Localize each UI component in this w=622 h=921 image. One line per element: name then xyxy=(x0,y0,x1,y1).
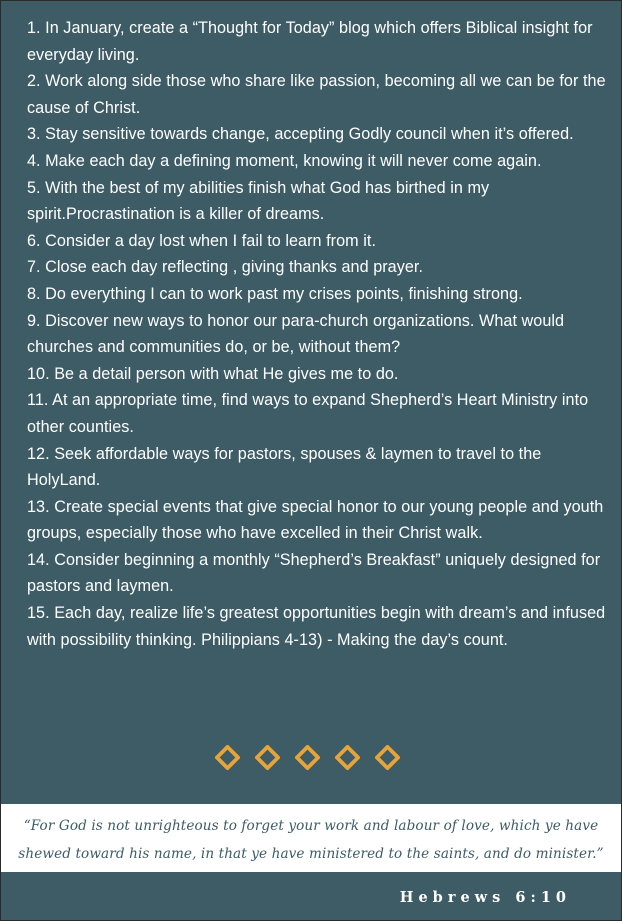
diamond-icon xyxy=(255,745,280,770)
goal-item: 9. Discover new ways to honor our para-church organizations. What would churches and communities do, or be, without them? xyxy=(27,311,565,357)
diamond-icon xyxy=(295,745,320,770)
goal-item: 6. Consider a day lost when I fail to learn from it. xyxy=(27,231,376,250)
goal-item: 13. Create special events that give special honor to our young people and youth groups, especially those who have excelled in their Christ walk. xyxy=(27,497,604,543)
goal-item: 11. At an appropriate time, find ways to expand Shepherd’s Heart Ministry into other counties. xyxy=(27,391,589,436)
goal-item: 15. Each day, realize life’s greatest opportunities begin with dream’s and infused with possibility thinking. Philippians 4-13) - Making the day’s count. xyxy=(27,604,606,649)
goal-item: 1. In January, create a “Thought for Today” blog which offers Biblical insight for everyday living. xyxy=(27,19,593,64)
diamond-icon xyxy=(375,745,400,770)
goal-item: 14. Consider beginning a monthly “Shepherd’s Breakfast” uniquely designed for pastors and laymen. xyxy=(27,550,601,596)
scripture-reference: Hebrews 6:10 xyxy=(399,889,571,906)
goals-list xyxy=(27,15,607,653)
goal-item: 4. Make each day a defining moment, knowing it will never come again. xyxy=(27,151,542,170)
diamond-divider xyxy=(215,741,400,773)
goal-item: 10. Be a detail person with what He gives me to do. xyxy=(27,364,399,383)
diamond-icon xyxy=(215,745,240,770)
goal-item: 7. Close each day reflecting , giving thanks and prayer. xyxy=(27,258,424,277)
goal-item: 3. Stay sensitive towards change, accepting Godly council when it’s offered. xyxy=(27,125,574,144)
goal-item: 2. Work along side those who share like passion, becoming all we can be for the cause of Christ. xyxy=(27,72,606,117)
scripture-quote: “For God is not unrighteous to forget your work and labour of love, which ye have shewed toward his name, in that ye have ministered to the saints, and do minister.” xyxy=(1,804,621,872)
diamond-icon xyxy=(335,745,360,770)
goal-item: 12. Seek affordable ways for pastors, spouses & laymen to travel to the HolyLand. xyxy=(27,444,542,490)
goal-item: 8. Do everything I can to work past my crises points, finishing strong. xyxy=(27,284,523,303)
goal-item: 5. With the best of my abilities finish what God has birthed in my spirit.Procrastination is a killer of dreams. xyxy=(27,178,490,224)
